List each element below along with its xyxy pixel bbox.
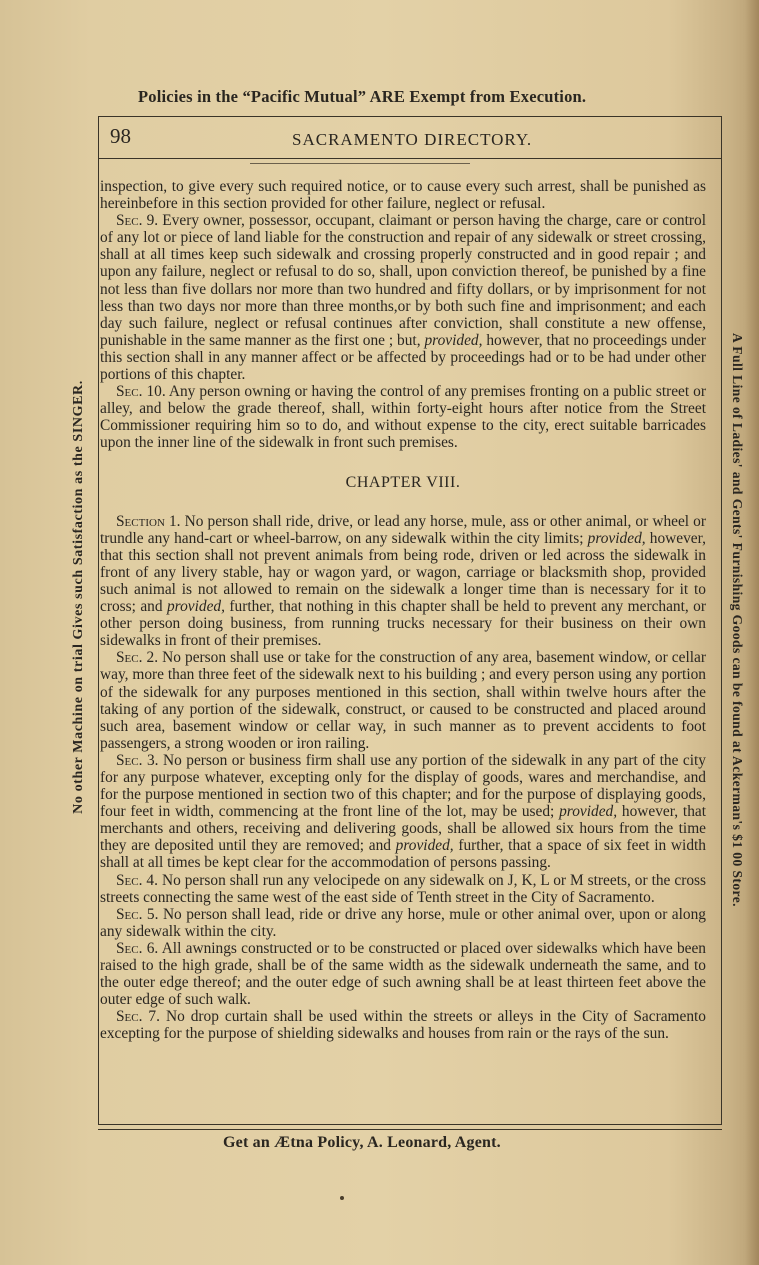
emphasis: provided, [587,529,646,547]
section-text: No drop curtain shall be used within the streets or alleys in the City of Sacramento excepting for the purpose of shielding sidewalks and houses from rain or the rays of the sun. [100,1008,707,1043]
section-label: Sec. 5. [116,905,159,923]
bottom-rule [98,1124,722,1125]
bottom-advertisement: Get an Ætna Policy, A. Leonard, Agent. [223,1134,501,1151]
section-label: Sec. 10. [116,383,166,401]
page-edge-shadow [745,0,759,1265]
paragraph-continuation [100,178,706,212]
section-text: Every owner, possessor, occupant, claimant or person having the charge, care or control of any lot or piece of land liable for the construction and repair of any sidewalk or street crossing, shall at all times keep such sidewalk and crossing properly constructed and in good repair ; and upon any failure, neglect or refusal to do so, shall, upon conviction thereof, be punished by a fine not less than five dollars nor more than two hundred and fifty dollars, or by imprisonment for not less than two days nor more than three months,or by both such fine and imprisonment; and each day such failure, neglect or refusal continues after conviction, shall constitute a new offense, punishable in the same manner as the first one ; but, [100,212,707,349]
section-label: Sec. 3. [116,751,159,769]
section-text: Any person owning or having the control of any premises fronting on a public street or alley, and below the grade thereof, shall, within forty-eight hours after notice from the Street Commissioner requiring him so to do, and without expense to the city, erect suitable barricades upon the inner line of the sidewalk in front such premises. [100,383,706,452]
section-text: No person shall run any velocipede on any sidewalk on J, K, L or M streets, or the cross streets connecting the same west of the east side of Tenth street in the City of Sacramento. [100,871,706,906]
chapter-section-6 [100,940,706,1008]
section-10 [100,383,706,451]
header-underline [250,163,470,164]
section-text: however, that this section shall not prevent animals from being rode, driven or led across the sidewalk in front of any livery stable, hay or wagon yard, or wagon, carriage or blacksmith shop, provided such animal is not allowed to remain on the sidewalk a longer time than is necessary for it to cross; and [100,529,706,616]
section-label: Sec. 2. [116,649,159,667]
bottom-rule-thin [98,1129,722,1130]
page-number: 98 [110,124,131,148]
section-text: further, that nothing in this chapter shall be held to prevent any merchant, or other person doing business, from running trucks necessary for their business on their own sidewalks in front of their premises. [100,598,706,650]
chapter-section-1 [100,513,706,650]
chapter-heading: CHAPTER VIII. [345,473,461,491]
left-margin-text: No other Machine on trial Gives such Satisfaction as the SINGER. [71,380,86,814]
chapter-section-7 [100,1008,706,1042]
section-text: No person shall ride, drive, or lead any horse, mule, ass or other animal, or wheel or trundle any hand-cart or wheel-barrow, on any sidewalk within the city limits; [100,512,706,547]
section-label: Sec. 4. [116,871,158,889]
emphasis: provided, [395,837,454,855]
section-label: Sec. 6. [116,939,159,957]
section-text: however, that merchants and others, receiving and delivering goods, shall be allowed six hours from the time they are deposited until they are removed; and [100,803,706,855]
right-margin-text: A Full Line of Ladies' and Gents' Furnishing Goods can be found at Ackerman's $1 00 Store. [730,333,745,907]
top-rule [98,116,722,117]
emphasis: provided, [424,331,483,349]
chapter-section-5 [100,906,706,940]
section-9 [100,212,706,383]
section-text: further, that a space of six feet in width shall at all times be kept clear for the accommodation of persons passing. [100,837,706,872]
emphasis: provided, [166,598,225,616]
chapter-section-3 [100,752,706,872]
top-advertisement: Policies in the “Pacific Mutual” ARE Exempt from Execution. [138,87,587,106]
section-text: however, that no proceedings under this section shall in any manner affect or be affected by proceedings had or to be had under other portions of this chapter. [100,331,706,384]
emphasis: provided, [559,803,618,821]
section-text: No person shall lead, ride or drive any horse, mule or other animal over, upon or along any sidewalk within the city. [100,905,706,940]
chapter-section-4 [100,872,706,906]
section-text: No person or business firm shall use any portion of the sidewalk in any part of the city for any purpose whatever, excepting only for the display of goods, wares and merchandise, and for the purpose mentioned in section two of this chapter; and for the purpose of displaying goods, four feet in width, commencing at the front line of the lot, may be used; [100,751,706,821]
section-label: Sec. 7. [116,1008,160,1026]
running-head: SACRAMENTO DIRECTORY. [292,130,533,149]
section-text: No person shall use or take for the construction of any area, basement window, or cellar way, more than three feet of the sidewalk next to his building ; and every person using any portion of the sidewalk for any purposes mentioned in this section, shall within twelve hours after the taking of any portion of the sidewalk, construct, or caused to be constructed and placed around such area, basement window or cellar way, in such manner as to prevent accidents to foot passengers, a strong wooden or iron railing. [100,649,706,752]
section-label: Sec. 9. [116,212,159,230]
paragraph-text: inspection, to give every such required notice, or to cause every such arrest, shall be punished as hereinbefore in this section provided for other failure, neglect or refusal. [100,178,706,213]
page-body [100,178,706,1043]
chapter-section-2 [100,649,706,752]
section-label: Section 1. [116,512,181,530]
section-text: All awnings constructed or to be constructed or placed over sidewalks which have been raised to the high grade, shall be of the same width as the sidewalk underneath the same, and to the outer edge thereof; and the outer edge of such awning shall be at least thirteen feet above the outer edge of such walk. [100,939,706,1009]
ink-speck [340,1196,344,1200]
header-rule [98,158,722,159]
